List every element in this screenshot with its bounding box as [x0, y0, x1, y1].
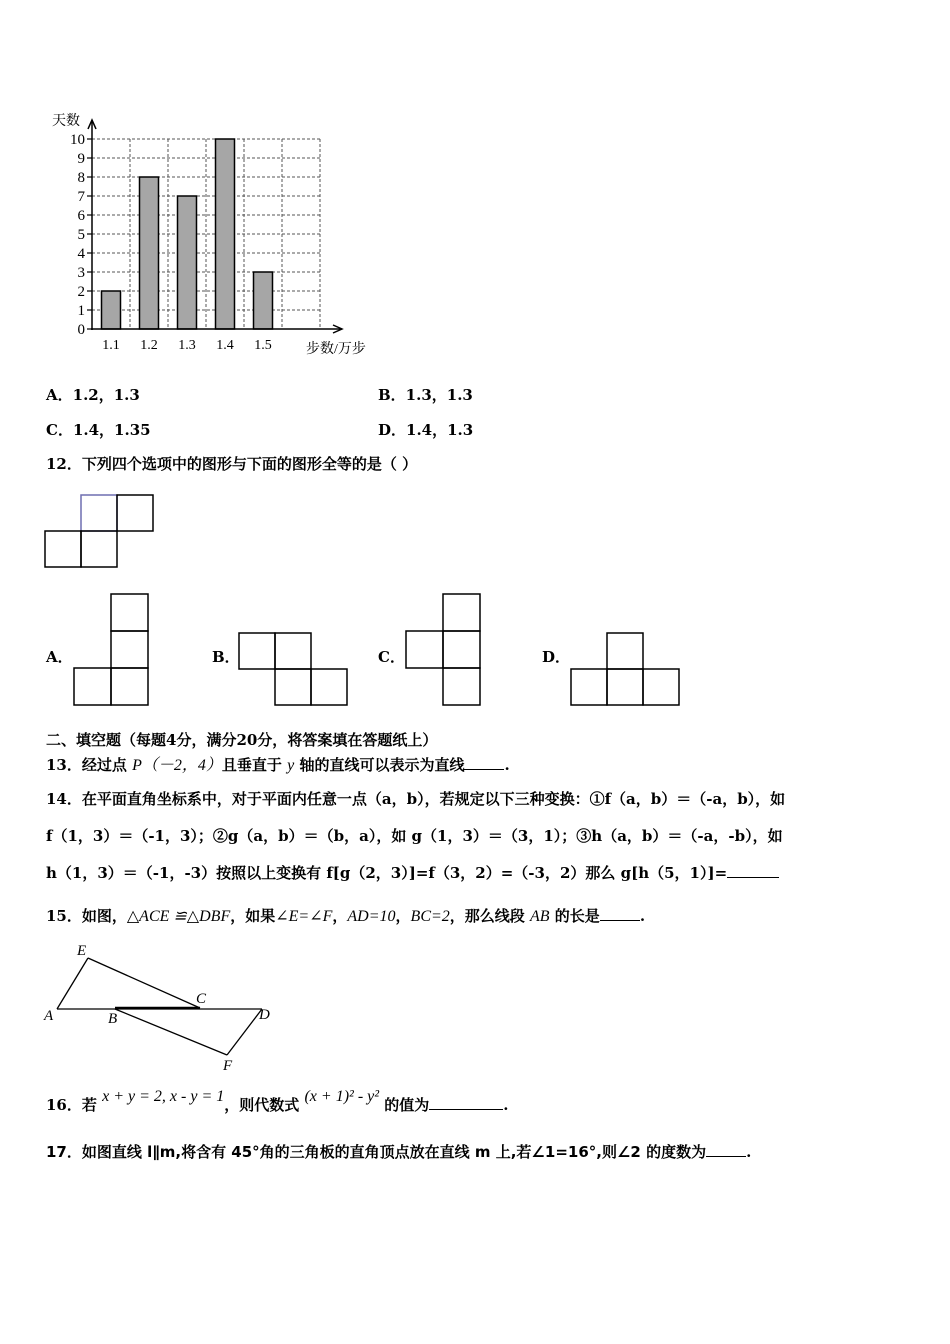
chart-y-tick-label: 7 — [77, 189, 85, 205]
q16-mid: ，则代数式 — [224, 1096, 305, 1114]
option-a[interactable]: A．1.2，1.3 — [46, 386, 140, 404]
chart-x-tick-label: 1.5 — [254, 338, 272, 353]
q14-line3-wrap — [46, 866, 779, 881]
chart-x-label: 步数/万步 — [306, 342, 366, 357]
q15-angles: ∠E=∠F — [275, 908, 333, 925]
q14-answer-blank[interactable] — [727, 877, 779, 878]
q15-figure — [40, 940, 290, 1076]
chart-x-tick-label: 1.2 — [140, 338, 158, 353]
chart-bar — [102, 291, 121, 329]
segment-df — [227, 1009, 262, 1055]
q12-option-a-figure[interactable] — [73, 593, 153, 709]
q13-post: 轴的直线可以表示为直线 — [294, 756, 465, 774]
q14-line2: f（1，3）＝（-1，3）；②g（a，b）＝（b，a），如 g（1，3）＝（3，1）；③h（a，b）＝（-a，-b），如 — [46, 827, 783, 845]
chart-y-tick-label: 10 — [70, 132, 85, 148]
chart-x-tick-label: 1.3 — [178, 338, 196, 353]
q17 — [46, 1145, 751, 1160]
chart-y-label: 天数 — [52, 114, 80, 129]
chart-y-tick-label: 5 — [77, 227, 85, 243]
q15-mid1: ，如果 — [230, 907, 276, 925]
segment-ec — [88, 958, 200, 1008]
chart-bar — [216, 139, 235, 329]
q17-text: 17．如图直线 l∥m,将含有 45°角的三角板的直角顶点放在直线 m 上,若∠1=16°,则∠2 的度数为 — [46, 1143, 707, 1161]
option-c[interactable]: C．1.4，1.35 — [46, 421, 151, 439]
q13-answer-blank[interactable] — [464, 769, 504, 770]
q12-reference-figure — [44, 494, 156, 570]
option-d[interactable]: D．1.4，1.3 — [378, 421, 474, 439]
q17-end: . — [746, 1143, 752, 1161]
point-label-b: B — [108, 1011, 118, 1027]
q15-answer-blank[interactable] — [600, 920, 640, 921]
chart-x-tick-label: 1.4 — [216, 338, 234, 353]
q15-mid4: ，那么线段 — [449, 907, 531, 925]
bar-chart — [40, 105, 400, 365]
q13-mid: 且垂直于 — [221, 756, 288, 774]
chart-y-tick-label: 4 — [77, 246, 85, 262]
q16-pre: 16．若 — [46, 1096, 103, 1114]
q15-pre: 15．如图， — [46, 907, 127, 925]
q16-expression: (x + 1)² - y² — [304, 1088, 380, 1105]
q13-end: . — [504, 756, 510, 774]
q12-label-b[interactable]: B． — [212, 648, 240, 666]
point-label-a: A — [44, 1008, 54, 1024]
q15-bc: BC=2 — [410, 908, 450, 925]
point-label-e: E — [77, 943, 87, 959]
q12-option-c-figure[interactable] — [405, 593, 485, 709]
chart-grid — [92, 139, 320, 329]
point-label-d: D — [259, 1007, 270, 1023]
q12-stem: 12．下列四个选项中的图形与下面的图形全等的是（ ） — [46, 455, 418, 473]
q16-end: . — [503, 1096, 509, 1114]
chart-x-tick-label: 1.1 — [102, 338, 120, 353]
q15-ab: AB — [530, 908, 550, 925]
q16-answer-blank[interactable] — [429, 1109, 503, 1110]
q12-option-d-figure[interactable] — [570, 632, 684, 710]
chart-tick-labels — [70, 132, 272, 353]
chart-y-tick-label: 2 — [77, 284, 85, 300]
point-label-f: F — [223, 1058, 233, 1074]
q16-condition: x + y = 2, x - y = 1 — [102, 1088, 225, 1105]
q15-congruence: △ACE ≌△DBF — [126, 908, 231, 925]
q15-post: 的长是 — [549, 907, 600, 925]
chart-bar — [254, 272, 273, 329]
q12-label-c[interactable]: C． — [378, 648, 405, 666]
segment-bf — [115, 1009, 227, 1055]
segment-ae — [57, 958, 88, 1009]
q15-mid3: ， — [395, 907, 411, 925]
q13-axis: y — [287, 757, 295, 774]
q12-option-b-figure[interactable] — [238, 632, 352, 710]
chart-bar — [178, 196, 197, 329]
chart-y-tick-label: 6 — [77, 208, 85, 224]
q13 — [46, 758, 510, 774]
q14-line3: h（1，3）＝（-1，-3）按照以上变换有 f[g（2，3）]=f（3，2）=（-3，2）那么 g[h（5，1）]= — [46, 864, 728, 882]
chart-bar — [140, 177, 159, 329]
q17-answer-blank[interactable] — [706, 1156, 746, 1157]
q16 — [46, 1088, 509, 1114]
q13-point: P（－2，4） — [132, 757, 222, 774]
point-label-c: C — [196, 991, 207, 1007]
q14-line1: 14．在平面直角坐标系中，对于平面内任意一点（a，b），若规定以下三种变换：①f（a，b）＝（-a，b），如 — [46, 790, 786, 808]
q12-label-d[interactable]: D． — [542, 648, 571, 666]
q13-pre: 13．经过点 — [46, 756, 133, 774]
q15-ad: AD=10 — [347, 908, 396, 925]
chart-axes — [87, 120, 342, 333]
q16-post: 的值为 — [379, 1096, 430, 1114]
chart-y-tick-label: 8 — [77, 170, 85, 186]
chart-y-tick-label: 0 — [77, 322, 85, 338]
q15 — [46, 909, 645, 925]
chart-y-tick-label: 9 — [77, 151, 85, 167]
option-b[interactable]: B．1.3，1.3 — [378, 386, 473, 404]
section-heading: 二、填空题（每题4分，满分20分，将答案填在答题纸上） — [46, 731, 438, 749]
chart-y-tick-label: 1 — [77, 303, 85, 319]
chart-y-tick-label: 3 — [77, 265, 85, 281]
q12-label-a[interactable]: A． — [46, 648, 73, 666]
q15-end: . — [639, 907, 646, 925]
q15-mid2: ， — [332, 907, 348, 925]
